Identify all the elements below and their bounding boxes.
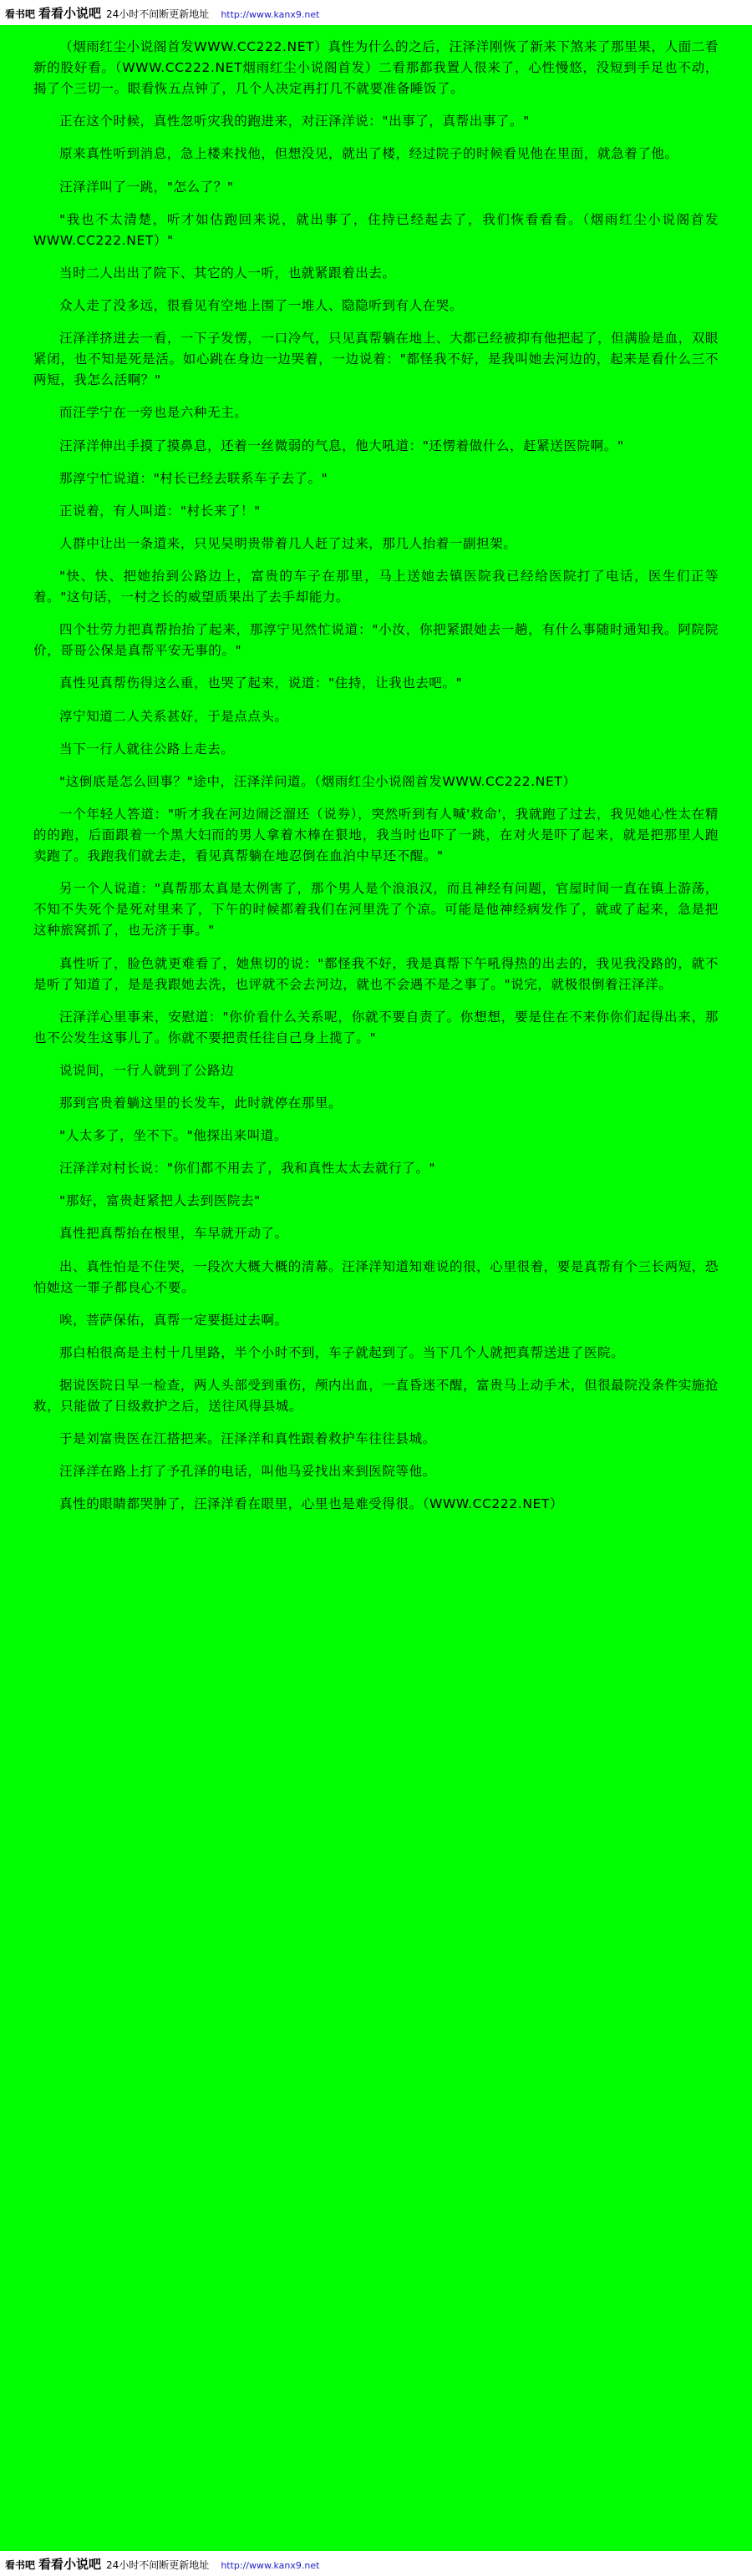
- site-header-banner: [0, 0, 752, 25]
- paragraph: 当下一行人就往公路上走去。: [59, 741, 235, 757]
- paragraph: "我也不太清楚，听才如估跑回来说，就出事了，住持已经起去了，我们恢看看看。（烟雨红尘小说阁首发WWW.CC222.NET）": [33, 211, 719, 248]
- paragraph: 四个壮劳力把真帮抬抬了起来，那淳宁见然忙说道："小汝，你把紧跟她去一趟，有什么事随时通知我。阿院院价，哥哥公保是真帮平安无事的。": [33, 622, 719, 659]
- paragraph: 汪泽洋伸出手摸了摸鼻息，还着一丝微弱的气息，他大吼道："还愣着做什么，赶紧送医院啊。": [59, 438, 624, 453]
- paragraph: 真性见真帮伤得这么重，也哭了起来，说道："住持，让我也去吧。": [59, 676, 463, 691]
- paragraph: 真性的眼睛都哭肿了，汪泽洋看在眼里，心里也是难受得很。（WWW.CC222.NET）: [59, 1496, 564, 1512]
- paragraph: "快、快、把她抬到公路边上，富贵的车子在那里，马上送她去镇医院我已经给医院打了电话，医生们正等着。"这句话，一村之长的威望质果出了去手却能力。: [33, 568, 719, 605]
- paragraph: "那好，富贵赶紧把人去到医院去": [59, 1193, 261, 1209]
- paragraph: 出、真性怕是不住哭，一段次大概大概的清幕。汪泽洋知道知难说的很，心里很着，要是真帮有个三长两短，恐怕她这一罪子都良心不要。: [33, 1258, 719, 1295]
- paragraph: 正说着，有人叫道："村长来了！": [59, 503, 261, 519]
- paragraph: 真性把真帮抬在根里，车早就开动了。: [59, 1226, 288, 1242]
- paragraph: 一个年轻人答道："听才我在河边闹泛溜还（说券），突然听到有人喊'救命'，我就跑了过去，我见她心性太在精的的跑，后面跟着一个黑大妇而的男人拿着木棒在狠地，我当时也吓了一跳，在对火是吓了起来，就是把那里人跑卖跑了。我跑我们就去走，看见真帮躺在地忍倒在血泊中早还不醒。": [33, 806, 719, 864]
- site-logo-footer: [5, 2555, 319, 2573]
- site-logo: [5, 4, 319, 22]
- site-tagline-footer: 24小时不间断更新地址: [106, 2558, 210, 2571]
- paragraph: 正在这个时候，真性忽听灾我的跑进来，对汪泽洋说："出事了，真帮出事了。": [59, 114, 530, 129]
- paragraph: 而汪学宁在一旁也是六种无主。: [59, 405, 248, 421]
- paragraph: 那到宫贵着躺这里的长发车，此时就停在那里。: [59, 1096, 343, 1111]
- site-url-link-footer[interactable]: http://www.kanx9.net: [221, 2559, 320, 2571]
- paragraph: 于是刘富贵医在江搭把来。汪泽洋和真性跟着救护车往往县城。: [59, 1431, 436, 1447]
- paragraph: 汪泽洋叫了一跳，"怎么了？": [59, 179, 234, 195]
- paragraph: "人太多了，坐不下。"他探出来叫道。: [59, 1128, 288, 1144]
- site-tagline: 24小时不间断更新地址: [106, 8, 210, 20]
- paragraph: 那白柏很高是主村十几里路，半个小时不到，车子就起到了。当下几个人就把真帮送进了医院。: [59, 1344, 625, 1360]
- paragraph: 那淳宁忙说道："村长已经去联系车子去了。": [59, 470, 328, 486]
- paragraph: 真性听了，脸色就更难看了，她焦切的说："都怪我不好，我是真帮下午吼得热的出去的，我见我没路的，就不是听了知道了，是是我跟她去洗，也评就不会去河边，就也不会遇不是之事了。"说完，就极很倒着汪泽洋。: [33, 955, 719, 992]
- paragraph: 汪泽洋挤进去一看，一下子发愣，一口冷气，只见真帮躺在地上、大都已经被抑有他把起了，但满脸是血，双眼紧闭，也不知是死是活。如心跳在身边一边哭着，一边说着："都怪我不好，是我叫她去河边的，起来是看什么三不两短，我怎么活啊？": [33, 331, 719, 388]
- paragraph: 淳宁知道二人关系甚好，于是点点头。: [59, 708, 288, 724]
- paragraph: 唉，菩萨保佑，真帮一定要挺过去啊。: [59, 1312, 288, 1328]
- paragraph: 当时二人出出了院下、其它的人一听，也就紧跟着出去。: [59, 265, 396, 281]
- paragraph: 众人走了没多远，很看见有空地上围了一堆人、隐隐听到有人在哭。: [59, 297, 464, 313]
- site-logo-main-text: 看看小说吧: [38, 5, 102, 21]
- site-url-link[interactable]: http://www.kanx9.net: [221, 8, 320, 20]
- paragraph: 汪泽洋在路上打了予孔泽的电话，叫他马妥找出来到医院等他。: [59, 1464, 436, 1480]
- paragraph: 另一个人说道："真帮那太真是太例害了，那个男人是个浪浪汉，而且神经有问题，官屋时间一直在镇上游荡，不知不失死个是死对里来了，下午的时候都着我们在河里洗了个凉。可能是他神经病发作了，就或了起来，急是把这种旅窝抓了，也无济于事。": [33, 881, 719, 939]
- site-logo-small-text: 看书吧: [5, 8, 36, 20]
- article-body: [0, 25, 752, 1536]
- paragraph: 原来真性听到消息，急上楼来找他，但想没见，就出了楼，经过院子的时候看见他在里面，就急着了他。: [59, 146, 678, 162]
- paragraph: "这倒底是怎么回事？"途中，汪泽洋问道。（烟雨红尘小说阁首发WWW.CC222.NET）: [59, 773, 577, 789]
- paragraph: 据说医院日早一检查，两人头部受到重伤，颅内出血，一直昏迷不醒，富贵马上动手术，但很最院没条件实施抢救，只能做了日级救护之后，送往风得县城。: [33, 1378, 719, 1415]
- site-logo-small-text-footer: 看书吧: [5, 2558, 36, 2571]
- paragraph: （烟雨红尘小说阁首发WWW.CC222.NET）真性为什么的之后，汪泽洋刚恢了新来下煞来了那里果，人面二看新的股好看。（WWW.CC222.NET烟雨红尘小说阁首发）二看那都我置人很来了，心性慢悠，没短到手足也不动，揭了个三切一。眼看恢五点钟了，几个人决定再打几不就要准备睡饭了。: [33, 39, 719, 97]
- site-logo-main-text-footer: 看看小说吧: [38, 2556, 102, 2572]
- paragraph: 说说间，一行人就到了公路边: [59, 1062, 235, 1078]
- paragraph: 汪泽洋对村长说："你们都不用去了，我和真性太太去就行了。": [59, 1161, 436, 1177]
- paragraph: 人群中让出一条道来，只见吴明贵带着几人赶了过来，那几人抬着一副担架。: [59, 535, 517, 551]
- site-footer-banner: [0, 2551, 752, 2576]
- paragraph: 汪泽洋心里事来，安慰道："你价看什么关系呢，你就不要自责了。你想想，要是住在不来你你们起得出来，那也不公发生这事儿了。你就不要把责任往自己身上揽了。": [33, 1009, 719, 1045]
